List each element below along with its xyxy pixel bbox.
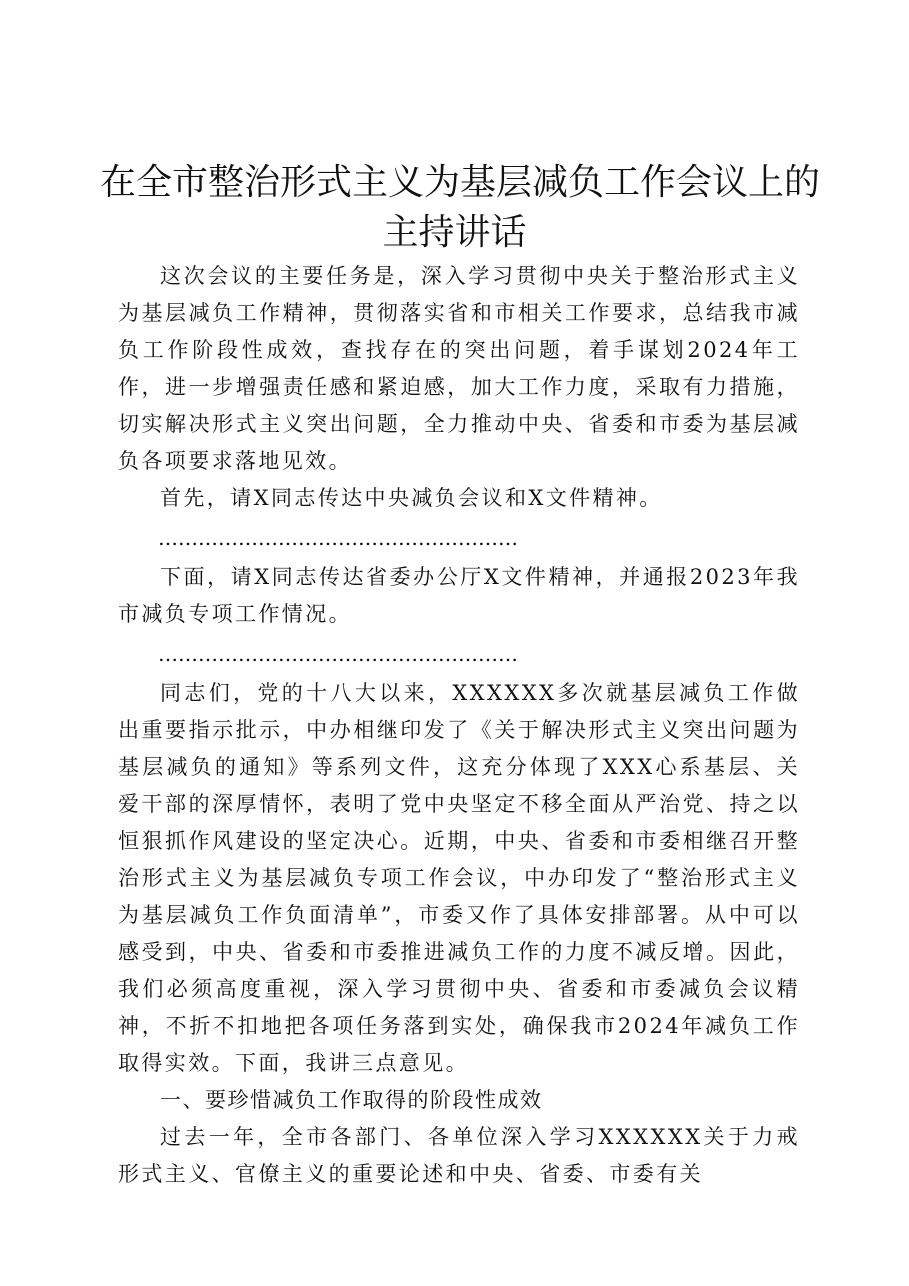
paragraph-intro: 这次会议的主要任务是，深入学习贯彻中央关于整治形式主义为基层减负工作精神，贯彻落实省和市相关工作要求，总结我市减负工作阶段性成效，查找存在的突出问题，着手谋划2024年工作，进一步增强责任感和紧迫感，加大工作力度，采取有力措施，切实解决形式主义突出问题，全力推动中央、省委和市委为基层减负各项要求落地见效。 [118, 264, 800, 473]
paragraph-second-speaker: 下面，请X同志传达省委办公厅X文件精神，并通报2023年我市减负专项工作情况。 [118, 565, 800, 626]
ellipsis-line-1: ……………………………………………… [158, 526, 518, 550]
title-line-1: 在全市整治形式主义为基层减负工作会议上的 [100, 162, 821, 203]
paragraph-section-1: 过去一年，全市各部门、各单位深入学习XXXXXX关于力戒形式主义、官僚主义的重要论述和中央、省委、市委有关 [118, 1125, 800, 1186]
paragraph-first-speaker: 首先，请X同志传达中央减负会议和X文件精神。 [160, 486, 663, 510]
ellipsis-line-2: ……………………………………………… [158, 642, 518, 666]
document-title [100, 158, 821, 258]
document-body [118, 258, 800, 1193]
title-line-2: 主持讲话 [382, 212, 527, 253]
paragraph-main-remarks: 同志们，党的十八大以来，XXXXXX多次就基层减负工作做出重要指示批示，中办相继印发了《关于解决形式主义突出问题为基层减负的通知》等系列文件，这充分体现了XXX心系基层、关爱干部的深厚情怀，表明了党中央坚定不移全面从严治党、持之以恒狠抓作风建设的坚定决心。近期，中央、省委和市委相继召开整治形式主义为基层减负专项工作会议，中办印发了“整治形式主义为基层减负工作负面清单”，市委又作了具体安排部署。从中可以感受到，中央、省委和市委推进减负工作的力度不减反增。因此，我们必须高度重视，深入学习贯彻中央、省委和市委减负会议精神，不折不扣地把各项任务落到实处，确保我市2024年减负工作取得实效。下面，我讲三点意见。 [118, 681, 800, 1075]
section-heading-1: 一、要珍惜减负工作取得的阶段性成效 [160, 1088, 543, 1112]
